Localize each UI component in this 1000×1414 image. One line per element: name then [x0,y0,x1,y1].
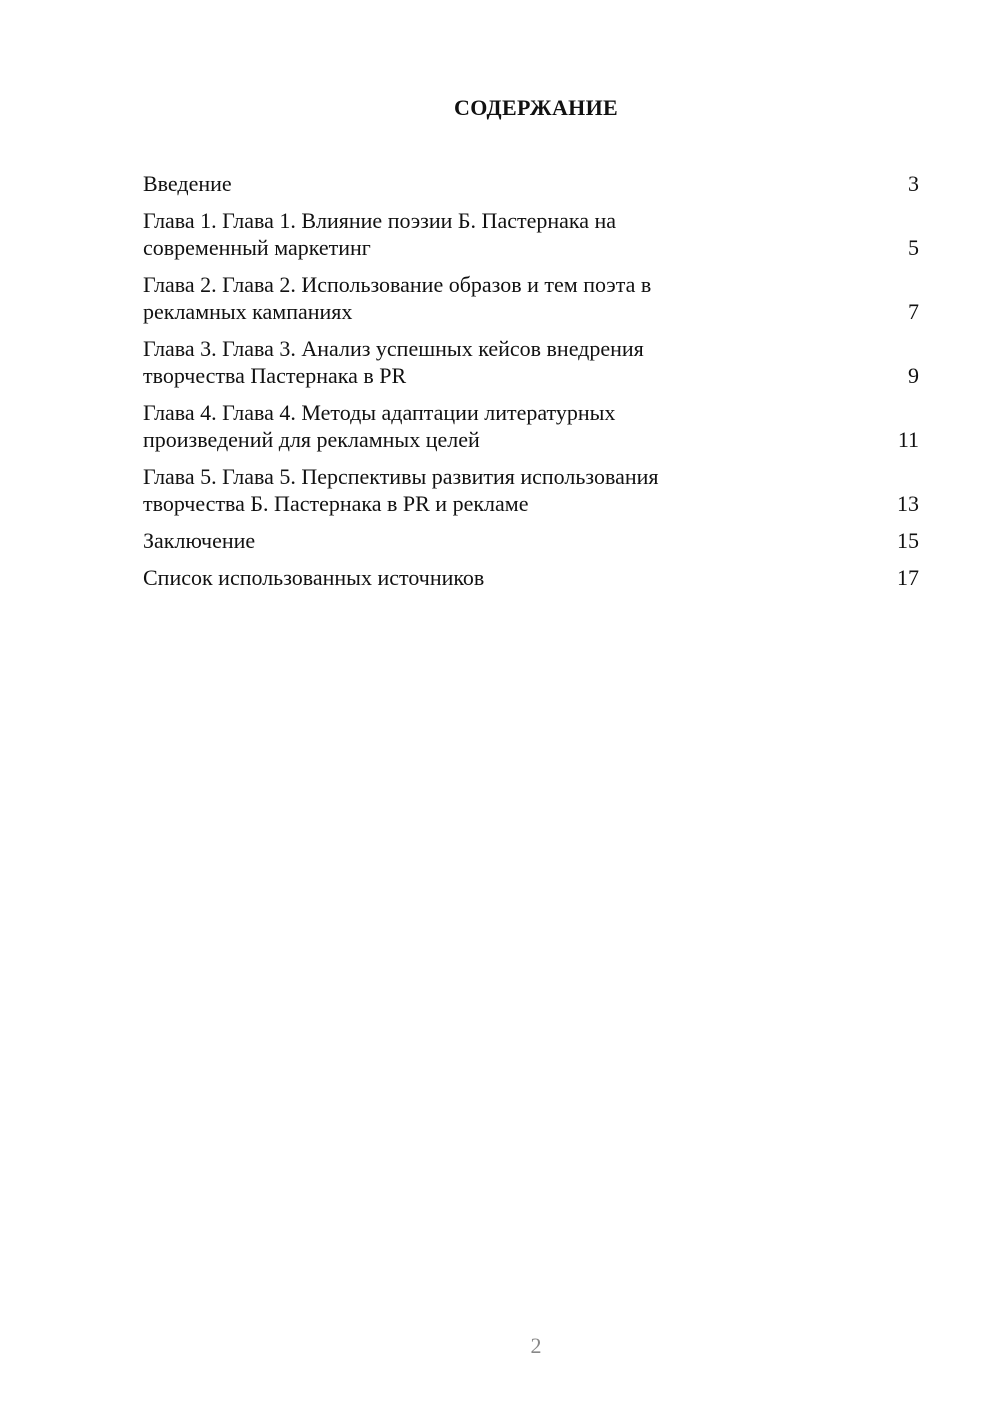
toc-entry-page: 3 [908,171,919,196]
toc-entry-page: 5 [908,235,919,260]
toc-entry-page: 15 [897,528,919,553]
toc-entry-label: Глава 3. Глава 3. Анализ успешных кейсов внедрения творчества Пастернака в PR [143,336,644,388]
toc-entry-chapter-3 [143,335,919,389]
toc-entry-page: 13 [897,491,919,516]
toc-entry-page: 17 [897,565,919,590]
toc-entry-page: 7 [908,299,919,324]
toc-entry-conclusion [143,527,919,554]
toc-entry-chapter-5 [143,463,919,517]
toc-entry-label: Заключение [143,528,256,553]
toc-entry-label: Глава 4. Глава 4. Методы адаптации литературных произведений для рекламных целей [143,400,616,452]
toc-entry-label: Глава 1. Глава 1. Влияние поэзии Б. Пастернака на современный маркетинг [143,208,617,260]
toc-entry-references [143,564,919,591]
page-number: 2 [530,1333,542,1358]
toc-entry-label: Глава 2. Глава 2. Использование образов и тем поэта в рекламных кампаниях [143,272,652,324]
toc-entry-page: 9 [908,363,919,388]
toc-entry-chapter-1 [143,207,919,261]
toc-entry-introduction [143,170,919,197]
toc-entry-chapter-4 [143,399,919,453]
table-of-contents [143,170,919,601]
toc-entry-page: 11 [897,427,919,452]
toc-heading: СОДЕРЖАНИЕ [454,95,618,120]
toc-entry-label: Список использованных источников [143,565,485,590]
toc-entry-chapter-2 [143,271,919,325]
toc-entry-label: Введение [143,171,232,196]
toc-entry-label: Глава 5. Глава 5. Перспективы развития использования творчества Б. Пастернака в PR и рекламе [143,464,659,516]
